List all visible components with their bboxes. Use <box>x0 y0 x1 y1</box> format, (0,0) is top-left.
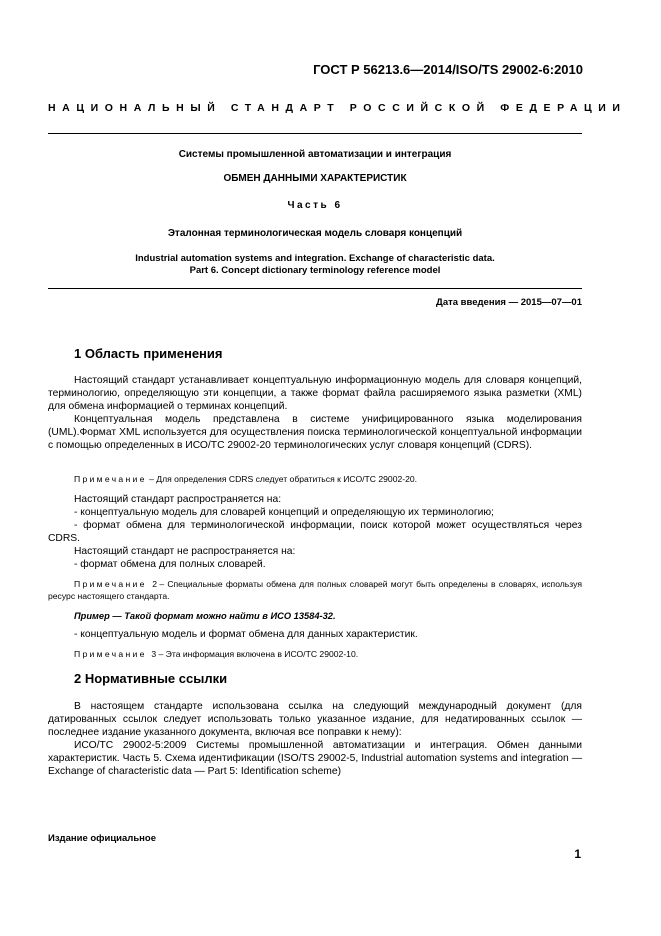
bullet-conceptual-model <box>48 507 582 520</box>
note3 <box>48 649 582 661</box>
section1-paragraph2-text: Концептуальная модель представлена в системе унифицированного языка моделирования (UML).Формат XML используется для осуществления поиска терминологической концептуальной информации с помощью определенных в ИСО/ТС 29002-20 терминологических услуг словаря концепций (CDRS). <box>48 414 582 451</box>
title-english-line2: Part 6. Concept dictionary terminology reference model <box>189 265 441 276</box>
applies-to-line: Настоящий стандарт распространяется на: <box>74 494 282 505</box>
bullet1-text: - концептуальную модель для словарей концепций и определяющую их терминологию; <box>74 507 494 518</box>
example-line: Пример — Такой формат можно найти в ИСО 13584-32. <box>74 611 336 621</box>
title-main: ОБМЕН ДАННЫМИ ХАРАКТЕРИСТИК <box>223 173 407 184</box>
title-part: Часть 6 <box>287 200 343 211</box>
section1-paragraph1-text: Настоящий стандарт устанавливает концептуальную информационную модель для словаря концепций, терминологию, определяющую эти концепции, а также формат файла расширяемого языка разметки (XML) для обмена информацией о терминах концепций. <box>48 375 582 412</box>
title-english <box>48 253 582 277</box>
note1 <box>48 474 582 486</box>
document-code: ГОСТ Р 56213.6—2014/ISO/TS 29002-6:2010 <box>313 62 583 77</box>
header-rule <box>48 133 582 134</box>
title-subtitle: Эталонная терминологическая модель словаря концепций <box>167 228 463 239</box>
section2-reference-text: ИСО/ТС 29002-5:2009 Системы промышленной автоматизации и интеграция. Обмен данными характеристик. Часть 5. Схема идентификации (ISO/TS 29002-5, Industrial automation systems and integration — Exchange of characteristic data — Part 5: Identification scheme) <box>48 740 582 777</box>
page-number: 1 <box>574 847 581 861</box>
note2-label: Примечание 2 <box>74 579 160 589</box>
title-series: Системы промышленной автоматизации и интеграция <box>178 149 452 160</box>
note2-text: – Специальные форматы обмена для полных словарей могут быть определены в словарях, используя ресурс настоящего стандарта. <box>48 579 582 601</box>
introduction-date: Дата введения — 2015—07—01 <box>436 297 582 308</box>
note1-text: – Для определения CDRS следует обратиться к ИСО/ТС 29002-20. <box>149 474 418 484</box>
bullet-full-dictionaries: - формат обмена для полных словарей. <box>74 559 266 570</box>
note3-text: – Эта информация включена в ИСО/ТС 29002-10. <box>158 649 359 659</box>
bullet-characteristic-data: - концептуальную модель и формат обмена для данных характеристик. <box>74 629 418 640</box>
national-standard-banner: НАЦИОНАЛЬНЫЙ СТАНДАРТ РОССИЙСКОЙ ФЕДЕРАЦИИ <box>48 102 627 114</box>
section2-reference <box>48 740 582 778</box>
section1-heading: 1 Область применения <box>74 346 223 361</box>
section1-paragraph2 <box>48 414 582 452</box>
section2-paragraph1 <box>48 701 582 739</box>
section1-paragraph1 <box>48 375 582 413</box>
section2-paragraph1-text: В настоящем стандарте использована ссылка на следующий международный документ (для датированных ссылок следует использовать только указанное издание, для недатированных ссылок — последнее издание указанного документа, включая все поправки к нему): <box>48 701 582 738</box>
not-applies-line: Настоящий стандарт не распространяется на: <box>74 546 296 557</box>
note3-label: Примечание 3 <box>74 649 159 659</box>
note1-label: Примечание <box>74 474 147 484</box>
title-rule <box>48 288 582 289</box>
bullet2-text: - формат обмена для терминологической информации, поиск которой может осуществляться через CDRS. <box>48 520 582 544</box>
official-edition-label: Издание официальное <box>48 833 156 844</box>
bullet-exchange-format <box>48 520 582 546</box>
title-english-line1: Industrial automation systems and integration. Exchange of characteristic data. <box>135 253 495 264</box>
note2 <box>48 579 582 602</box>
section2-heading: 2 Нормативные ссылки <box>74 671 228 686</box>
